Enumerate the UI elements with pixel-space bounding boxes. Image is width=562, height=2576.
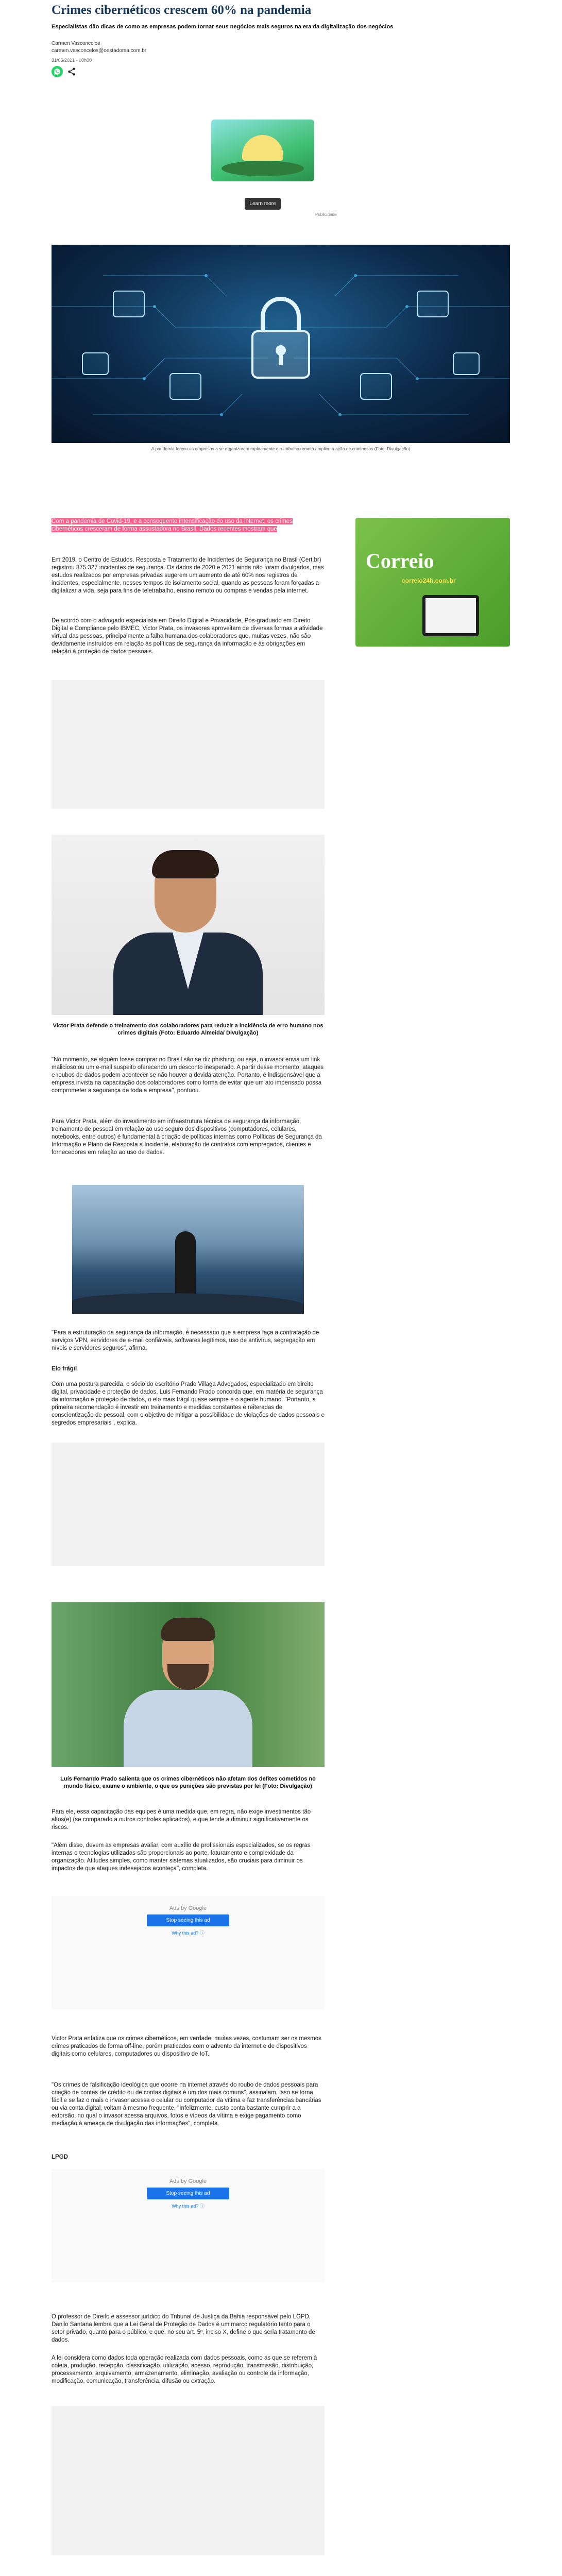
google-ad-2-stop-button[interactable]: Stop seeing this ad <box>147 2188 229 2199</box>
byline <box>52 40 146 55</box>
side-ad-phone-screen <box>425 598 476 633</box>
ad-placeholder-3 <box>52 2406 325 2555</box>
author-name: Carmen Vasconcelos <box>52 41 100 46</box>
article-title: Crimes cibernéticos crescem 60% na pandemia <box>52 3 312 17</box>
google-ad-1-stop-button[interactable]: Stop seeing this ad <box>147 1914 229 1926</box>
caption-2: Luís Fernando Prado salienta que os crimes cibernéticos não afetam dos defites cometidos no mundo físico, exame o ambiente, o que os punições são previstas por lei (Foto: Divulgação) <box>60 1776 316 1789</box>
paragraph-13: A lei considera como dados toda operação realizada com dados pessoais, como as que se referem à coleta, produção, recepção, classificação, utilização, acesso, reprodução, transmissão, distribuição, processamento, arquivamento, armazenamento, eliminação, avaliação ou controle da informação, modificação, comunicação, transferência, difusão ou extração. <box>52 2355 317 2384</box>
paragraph-5: Para Victor Prata, além do investimento em infraestrutura técnica de segurança da informação, treinamento de pessoal em relação ao uso seguro dos dispositivos (computadores, celulares, notebooks, entre outros) é fundamental à criação de políticas internas como Políticas de Segurança da Informação e Plano de Resposta a Incidente, elaboração de contratos com empregados, clientes e fornecedores em relação ao uso de dados. <box>52 1118 322 1156</box>
side-ad-site: correio24h.com.br <box>402 577 456 584</box>
google-ad-2-why-link[interactable]: Why this ad? ⓘ <box>172 2204 205 2209</box>
author-email[interactable]: carmen.vasconcelos@oestadoma.com.br <box>52 48 147 54</box>
photo-luis-fernando-prado <box>52 1602 325 1767</box>
google-ad-2-brand: Ads by Google <box>169 2178 207 2184</box>
paragraph-10: Victor Prata enfatiza que os crimes cibernéticos, em verdade, muitas vezes, costumam ser os mesmos crimes praticados de forma off-line, porém praticados com o advento da internet e de dispositivos digitais como celulares, computadores ou dispositivo de IoT. <box>52 2036 321 2057</box>
paragraph-9: "Além disso, devem as empresas avaliar, com auxílio de profissionais especializados, se os regras internas e tecnologias utilizadas são proporcionais ao porte, faturamento e complexidade da organização. Atitudes simples, como manter sistemas atualizados, são cruciais para diminuir os impactos de que ataques indesejados aconteça", completa. <box>52 1842 311 1872</box>
paragraph-8: Para ele, essa capacitação das equipes é uma medida que, em regra, não exige investimentos tão altos(e) (se comparado a outros controles aplicados), e que tende a diminuir significativamente os riscos. <box>52 1809 311 1831</box>
person-beard <box>167 1664 209 1690</box>
top-ad-label: Publicidade <box>315 212 337 217</box>
side-ad[interactable] <box>355 518 510 647</box>
caption-1: Victor Prata defende o treinamento dos colaboradores para reduzir a incidência de erro humano nos crimes digitais (Foto: Eduardo Almeida/ Divulgação) <box>53 1023 323 1036</box>
share-icon[interactable] <box>67 67 76 76</box>
person-shirt-2 <box>124 1690 252 1767</box>
paragraph-3: De acordo com o advogado especialista em Direito Digital e Privacidade, Pós-graduado em Direito Digital e Compliance pelo IBMEC, Victor Prata, os invasores aproveitam de diversas formas a atividade virtual das pessoas, principalmente a falha humana dos colaboradores que, muitas vezes, não são devidamente instruídos em relação às políticas de segurança da informação e às obrigações em relação à proteção de dados pessoais. <box>52 618 323 655</box>
paragraph-6: "Para a estruturação da segurança da informação, é necessário que a empresa faça a contratação de serviços VPN, servidores de e-mail confiáveis, softwares legítimos, uso de antivírus, segregação em níveis e servidores seguros", afirma. <box>52 1330 319 1351</box>
publish-date: 31/05/2021 - 00h00 <box>52 58 92 63</box>
paragraph-11: "Os crimes de falsificação ideológica que ocorre na internet através do roubo de dados pessoais para criação de contas de crédito ou de contas digitais é um dos mais comuns", assinalam. Isso se torna fácil e se faz o mais o invasor acessa o celular ou computador da vítima e faz transferências bancárias ou via conta digital, voltam à mesmo frequente. "Infelizmente, custo conta bastante cumprir a a extorsão, no qual o invasor acessa arquivos, fotos e vídeos da vítima e exige pagamento como mediação à ameaça de divulgação das informações", completa. <box>52 2082 321 2127</box>
share-bar <box>52 66 76 77</box>
heading-lgpd: LPGD <box>52 2154 68 2160</box>
google-ad-1-brand: Ads by Google <box>169 1905 207 1911</box>
hero-image <box>52 245 510 443</box>
ad-placeholder-2 <box>52 1443 325 1566</box>
paragraph-4: "No momento, se alguém fosse comprar no Brasil são se diz phishing, ou seja, o invasor envia um link malicioso ou um e-mail suspeito oferecendo um desconto inesperado. A partir desse momento, ataques e roubos de dados podem acontecer se não houver a devida atenção. Portanto, é indispensável que a empresa invista na capacitação dos colaboradores como forma de evitar que um ato impensado possa comprometer a segurança de toda a empresa", pontuou. <box>52 1057 324 1094</box>
paragraph-1 <box>52 518 325 533</box>
person-hair <box>152 850 219 878</box>
top-ad-image <box>211 120 314 181</box>
google-ad-2 <box>52 2169 325 2282</box>
highlight-text: Com a pandemia de Covid-19, e a consequente intensificação do uso da internet, os crimes cibernéticos cresceram de forma assustadora no Brasil. Dados recentes mostram que <box>52 518 293 532</box>
person-hair-2 <box>161 1618 215 1641</box>
ad-placeholder-1 <box>52 680 325 809</box>
paragraph-2: Em 2019, o Centro de Estudos, Resposta e Tratamento de Incidentes de Segurança no Brasil (Cert.br) registrou 875.327 incidentes de segurança. Os dados de 2020 e 2021 ainda não foram divulgados, mas estudos realizados por empresas privadas sugerem um aumento de até 60% nos registros de incidentes, especialmente, nesses tempos de isolamento social, quando as pessoas foram forçadas a digitalizar a vida, seja para fins de teletrabalho, ensino remoto ou compras e vendas pela internet. <box>52 557 324 594</box>
top-ad[interactable] <box>196 73 361 228</box>
rocks <box>72 1293 304 1314</box>
article-subtitle: Especialistas dão dicas de como as empresas podem tornar seus negócios mais seguros na era da digitalização dos negócios <box>52 24 394 30</box>
google-ad-1-why-link[interactable]: Why this ad? ⓘ <box>172 1930 205 1936</box>
side-ad-brand: Correio <box>366 549 434 572</box>
heading-elo-fragil: Elo frágil <box>52 1366 77 1372</box>
hero-caption: A pandemia forçou as empresas a se organizarem rapidamente e o trabalho remoto ampliou a ação de criminosos (Foto: Divulgação) <box>151 446 411 451</box>
photo-victor-prata <box>52 835 325 1015</box>
paragraph-12: O professor de Direito e assessor jurídico do Tribunal de Justiça da Bahia responsável pelo LGPD, Danilo Santana lembra que a Lei Geral de Proteção de Dados é um marco regulatório tanto para o setor privado, quanto para o público, e que, no seu art. 5º, inciso X, define o que seria tratamento de dados. <box>52 2314 315 2343</box>
paragraph-7: Com uma postura parecida, o sócio do escritório Prado Villaga Advogados, especializado em direito digital, privacidade e proteção de dados, Luis Fernando Prado concorda que, em matéria de segurança da informação e proteção de dados, o elo mais frágil quase sempre é o agente humano. "Portanto, a primeira recomendação é investir em treinamento e medidas constantes e reiteradas de conscientização de pessoal, com o objetivo de mitigar a possibilidade de violações de dados pessoais e segredos empresariais", explica. <box>52 1381 325 1426</box>
cyber-lock-graphic <box>52 245 510 443</box>
photo-seaside-phone <box>72 1185 304 1314</box>
top-ad-learn-more-button[interactable]: Learn more <box>245 198 281 210</box>
whatsapp-share-icon[interactable] <box>52 66 63 77</box>
google-ad-1 <box>52 1896 325 2009</box>
